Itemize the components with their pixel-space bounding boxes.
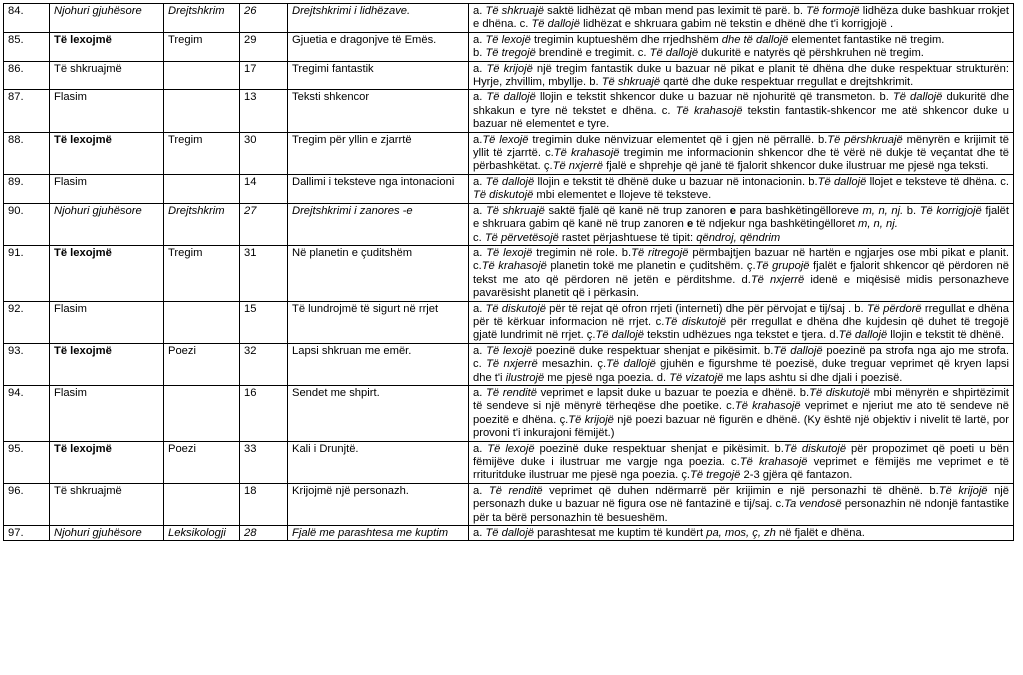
subject-area-cell: Të lexojmë <box>50 245 164 301</box>
table-row <box>4 526 1014 541</box>
goal-text-segment: Të shkruajë <box>601 76 661 89</box>
table-row <box>4 4 1014 33</box>
learning-goals-cell <box>469 32 1014 61</box>
learning-goals-cell <box>469 385 1014 441</box>
lesson-type-cell: Tregim <box>164 132 240 174</box>
goal-text-segment: Të nxjerrë <box>750 273 805 286</box>
goal-text-segment: e <box>686 218 694 231</box>
hour-number-cell: 16 <box>240 385 288 441</box>
subject-area-cell: Njohuri gjuhësore <box>50 4 164 33</box>
goal-text-segment: rregullat e dhëna për të kërkuar informacion në rrjet. c. <box>473 302 1009 328</box>
goal-text-segment: fjalët e shkruara gabim që kanë në trup zanoren <box>473 204 1009 231</box>
goal-text-segment: a. <box>473 33 486 46</box>
learning-goals-cell <box>469 174 1014 203</box>
goal-text-segment: a. <box>473 91 487 104</box>
goal-text-segment: dhe të dallojë <box>721 33 789 46</box>
goal-text-segment: tregimin kuptueshëm dhe rrjedhshëm <box>530 33 722 46</box>
learning-goals-cell <box>469 441 1014 483</box>
goal-text-segment: Të dallojë <box>531 18 580 31</box>
goal-text-segment: tekstin fantastik-shkencor me atë shkencor duke u bazuar në elementet e tyre. <box>473 104 1009 131</box>
table-row <box>4 174 1014 203</box>
goal-text-segment: Të diskutojë <box>664 315 727 328</box>
goal-text-segment: një poezi bazuar në figurën e dhënë. (Ky është një objektiv i nivelit të lartë, por provoni t'i inkurajoni fëmijët.) <box>473 413 1009 440</box>
goal-text-segment: Të renditë <box>488 484 543 497</box>
lesson-number-cell: 85. <box>4 32 50 61</box>
goal-text-segment: planetin tokë me planetin e çuditshëm. ç. <box>546 260 756 273</box>
goal-text-segment: pa, mos, ç, zh <box>706 527 776 540</box>
hour-number-cell: 28 <box>240 526 288 541</box>
table-row <box>4 245 1014 301</box>
lesson-type-cell <box>164 301 240 343</box>
goal-text-segment: poezinë duke respektuar shenjat e pikësimit. b. <box>532 344 774 357</box>
lesson-topic-cell: Tregim për yllin e zjarrtë <box>288 132 469 174</box>
learning-goals-cell <box>469 132 1014 174</box>
goal-text-segment: për propozimet që poeti u bën fëmijëve duke i ilustruar me vargje nga poezia. c. <box>473 442 1009 468</box>
goal-text-segment: dukuritë dhe shkakun e tyre në tekstet e dhëna. c. <box>473 91 1010 117</box>
hour-number-cell: 30 <box>240 132 288 174</box>
goal-text-segment: Të dallojë <box>485 175 535 188</box>
goal-text-segment: Të dallojë <box>486 91 536 104</box>
goal-text-segment: brendinë e tregimit. c. <box>535 47 650 60</box>
goal-text-segment: Të përshkruajë <box>827 133 903 146</box>
goal-text-segment: Ta vendosë <box>784 498 842 511</box>
hour-number-cell: 29 <box>240 32 288 61</box>
hour-number-cell: 31 <box>240 245 288 301</box>
subject-area-cell: Të lexojmë <box>50 441 164 483</box>
lesson-type-cell: Drejtshkrim <box>164 4 240 33</box>
goal-text-segment: fjalë e shprehje që janë të fjalorit shkencor duke ilustruar me pjesë nga teksti. <box>602 160 989 173</box>
goal-text-segment: a. <box>473 344 487 357</box>
goal-text-segment: a. <box>473 175 486 188</box>
goal-text-segment: a. <box>473 62 487 75</box>
goal-text-segment: përmbajtjen bazuar në hartën e ngjarjes ose mbi pikat e planit. c. <box>473 246 1009 273</box>
lesson-number-cell: 89. <box>4 174 50 203</box>
subject-area-cell: Flasim <box>50 90 164 132</box>
goal-text-segment: Të tregojë <box>690 469 741 482</box>
goal-text-segment: Të lexojë <box>487 442 535 455</box>
goal-text-segment: fjalët e fjalorit shkencor që përdoren në tekst me ato që përdoren në jetën e përditshme. d. <box>473 260 1009 286</box>
goal-text-segment: Të diskutojë <box>473 189 534 202</box>
goal-text-segment: tregimin me informacionin shkencor dhe të vërë në dukje të veçantat dhe të përbashkëtat. ç. <box>473 147 1009 173</box>
lesson-topic-cell: Drejtshkrimi i lidhëzave. <box>288 4 469 33</box>
goal-text-segment: a. <box>473 484 489 497</box>
goal-text-segment: një tregim fantastik duke u bazuar në pikat e planit të dhëna dhe duke respektuar strukturën: Hyrje, zhvillim, mbyllje. b. <box>473 62 1009 89</box>
lesson-topic-cell: Gjuetia e dragonjve të Emës. <box>288 32 469 61</box>
goal-text-segment: Të përvetësojë <box>484 231 559 244</box>
learning-goals-cell <box>469 4 1014 33</box>
table-row <box>4 32 1014 61</box>
goal-text-segment: a. <box>473 5 486 17</box>
table-row <box>4 385 1014 441</box>
goal-text-segment: a. <box>473 246 487 259</box>
hour-number-cell: 18 <box>240 483 288 525</box>
goal-text-segment: gjuhën e figurshme të poezisë, duke treguar veprimet që kryen lapsi dhe t'i <box>473 358 1009 384</box>
goal-text-segment: Të lexojë <box>485 33 531 46</box>
lesson-number-cell: 93. <box>4 343 50 385</box>
goal-text-segment: me pjesë nga poezia. d. <box>544 371 670 384</box>
goal-text-segment: veprimet e njeriut me ato të sendeve në poezitë e dhëna. ç. <box>473 400 1009 426</box>
goal-text-segment: lidhëza duke bashkuar rrokjet e dhëna. c. <box>473 5 1009 31</box>
goal-text-segment: qëndroj, qëndrim <box>696 231 781 244</box>
table-row <box>4 483 1014 525</box>
goal-text-segment: a. <box>473 442 488 455</box>
subject-area-cell: Të lexojmë <box>50 132 164 174</box>
goal-text-segment: a. <box>473 527 486 540</box>
goal-text-segment: në fjalët e dhëna. <box>775 527 865 540</box>
table-row <box>4 301 1014 343</box>
lesson-topic-cell: Fjalë me parashtesa me kuptim <box>288 526 469 541</box>
goal-text-segment: Të korrigjojë <box>919 204 982 217</box>
goal-text-segment: elementet fantastike në tregim. <box>788 33 945 46</box>
lesson-type-cell: Tregim <box>164 245 240 301</box>
goal-text-segment: një personazh duke u bazuar në figura ose në fantazinë e tij/saj. c. <box>473 484 1009 511</box>
subject-area-cell: Të lexojmë <box>50 343 164 385</box>
table-row <box>4 441 1014 483</box>
hour-number-cell: 27 <box>240 203 288 245</box>
lesson-topic-cell: Drejtshkrimi i zanores -e <box>288 203 469 245</box>
goal-text-segment: Të dallojë <box>606 358 656 371</box>
lesson-number-cell: 87. <box>4 90 50 132</box>
lesson-type-cell <box>164 483 240 525</box>
hour-number-cell: 26 <box>240 4 288 33</box>
table-row <box>4 203 1014 245</box>
goal-text-segment: Të nxjerrë <box>552 160 603 173</box>
hour-number-cell: 32 <box>240 343 288 385</box>
goal-text-segment: dukuritë e natyrës që përshkruhen në tregim. <box>698 47 924 60</box>
lesson-number-cell: 84. <box>4 4 50 33</box>
goal-text-segment: Të dallojë <box>892 91 943 104</box>
goal-text-segment: Të ritregojë <box>631 246 689 259</box>
goal-text-segment: mbi mënyrën e shpirtëzimit të sendeve si një mënyrë tërheqëse dhe poetike. c. <box>473 386 1009 413</box>
goal-text-segment: Të tregojë <box>485 47 536 60</box>
goal-text-segment: Të dallojë <box>649 47 699 60</box>
hour-number-cell: 15 <box>240 301 288 343</box>
hour-number-cell: 33 <box>240 441 288 483</box>
lesson-number-cell: 92. <box>4 301 50 343</box>
lesson-topic-cell: Lapsi shkruan me emër. <box>288 343 469 385</box>
table-row <box>4 132 1014 174</box>
subject-area-cell: Njohuri gjuhësore <box>50 526 164 541</box>
subject-area-cell: Të lexojmë <box>50 32 164 61</box>
subject-area-cell: Të shkruajmë <box>50 483 164 525</box>
goal-text-segment: Të krahasojë <box>734 400 801 413</box>
goal-text-segment: tregimin në role. b. <box>532 246 632 259</box>
subject-area-cell: Njohuri gjuhësore <box>50 203 164 245</box>
goal-text-segment: lidhëzat e shkruara gabim në tekstin e dhënë dhe t'i korrigjojë . <box>579 18 894 31</box>
table-row <box>4 90 1014 132</box>
table-row <box>4 343 1014 385</box>
lesson-topic-cell: Sendet me shpirt. <box>288 385 469 441</box>
lesson-type-cell: Leksikologji <box>164 526 240 541</box>
lesson-topic-cell: Tregimi fantastik <box>288 61 469 90</box>
goal-text-segment: Të diskutojë <box>809 386 871 399</box>
goal-text-segment: të ndjekur nga bashkëtingëlloret <box>693 218 859 231</box>
learning-goals-cell <box>469 203 1014 245</box>
goal-text-segment: Të diskutojë <box>783 442 847 455</box>
learning-goals-cell <box>469 90 1014 132</box>
goal-text-segment: me laps ashtu si dhe djali i poezisë. <box>723 371 903 384</box>
goal-text-segment: Të krahasojë <box>675 104 743 117</box>
goal-text-segment: llojin e tekstit të dhënë duke u bazuar në intonacionin. b. <box>534 175 818 188</box>
learning-goals-cell <box>469 61 1014 90</box>
hour-number-cell: 17 <box>240 61 288 90</box>
goal-text-segment: e <box>729 204 736 217</box>
goal-text-segment: Të dallojë <box>817 175 867 188</box>
goal-text-segment: personazhin në ndonjë fantastike për ta bërë personazhin të besueshëm. <box>473 498 1009 524</box>
goal-text-segment: saktë lidhëzat që mban mend pas leximit të parë. b. <box>543 5 807 17</box>
goal-text-segment: Të lexojë <box>482 133 529 146</box>
lesson-number-cell: 88. <box>4 132 50 174</box>
goal-text-segment: Të vizatojë <box>669 371 724 384</box>
lesson-type-cell <box>164 174 240 203</box>
lesson-type-cell: Tregim <box>164 32 240 61</box>
goal-text-segment: c. <box>473 231 485 244</box>
learning-goals-cell <box>469 343 1014 385</box>
lesson-topic-cell: Krijojmë një personazh. <box>288 483 469 525</box>
goal-text-segment: tregimin duke nënvizuar elementet që i gjen në përrallë. b. <box>528 133 828 146</box>
lesson-type-cell <box>164 385 240 441</box>
goal-text-segment: saktë fjalë që kanë në trup zanoren <box>544 204 730 217</box>
lesson-number-cell: 96. <box>4 483 50 525</box>
goal-text-segment: tekstin udhëzues nga tekstet e tjera. d. <box>644 329 839 342</box>
subject-area-cell: Flasim <box>50 301 164 343</box>
goal-text-segment: Të diskutojë <box>485 302 546 315</box>
goal-text-segment: Të krahasojë <box>553 147 620 160</box>
goal-text-segment: llojin e tekstit të dhënë. <box>887 329 1005 342</box>
goal-text-segment: a. <box>473 302 486 315</box>
curriculum-table <box>3 3 1014 541</box>
lesson-topic-cell: Dallimi i teksteve nga intonacioni <box>288 174 469 203</box>
goal-text-segment: para bashkëtingëlloreve <box>735 204 863 217</box>
goal-text-segment: b. <box>473 47 486 60</box>
subject-area-cell: Flasim <box>50 385 164 441</box>
lesson-number-cell: 86. <box>4 61 50 90</box>
goal-text-segment: Të lexojë <box>486 246 533 259</box>
goal-text-segment: mesazhin. ç. <box>537 358 607 371</box>
goal-text-segment: a. <box>473 204 486 217</box>
goal-text-segment: m, n, nj. <box>862 204 904 217</box>
goal-text-segment: veprimet e lapsit duke u bazuar te poezia e dhënë. b. <box>536 386 810 399</box>
goal-text-segment: Të krijojë <box>938 484 988 497</box>
lesson-topic-cell: Të lundrojmë të sigurt në rrjet <box>288 301 469 343</box>
goal-text-segment: idenë e miqësisë midis personazheve pavarësisht planetit që i përkasin. <box>473 273 1009 300</box>
table-body <box>4 4 1014 541</box>
hour-number-cell: 13 <box>240 90 288 132</box>
learning-goals-cell <box>469 245 1014 301</box>
goal-text-segment: Të krahasojë <box>481 260 547 273</box>
goal-text-segment: b. <box>903 204 920 217</box>
goal-text-segment: Të krahasojë <box>739 456 808 468</box>
goal-text-segment: a. <box>473 386 486 399</box>
goal-text-segment: veprimet e fëmijës me veprimet e të rrituritduke ilustruar me pjesë nga poezia. ç. <box>473 456 1009 482</box>
lesson-topic-cell: Në planetin e çuditshëm <box>288 245 469 301</box>
lesson-topic-cell: Kali i Drunjtë. <box>288 441 469 483</box>
goal-text-segment: llojet e teksteve të dhëna. c. <box>866 175 1009 188</box>
lesson-number-cell: 95. <box>4 441 50 483</box>
lesson-number-cell: 91. <box>4 245 50 301</box>
goal-text-segment: Të nxjerrë <box>486 358 538 371</box>
lesson-topic-cell: Teksti shkencor <box>288 90 469 132</box>
goal-text-segment: Të shkruajë <box>485 5 544 17</box>
lesson-type-cell: Poezi <box>164 441 240 483</box>
goal-text-segment: mbi elementet e llojeve të teksteve. <box>533 189 712 202</box>
goal-text-segment: m, n, nj. <box>858 218 898 231</box>
goal-text-segment: Të krijojë <box>486 62 533 75</box>
goal-text-segment: veprimet që duhen ndërmarrë për krijimin e një personazhi të dhënë. b. <box>542 484 939 497</box>
goal-text-segment: Të lexojë <box>486 344 533 357</box>
subject-area-cell: Flasim <box>50 174 164 203</box>
goal-text-segment: a. <box>473 133 483 146</box>
learning-goals-cell <box>469 483 1014 525</box>
goal-text-segment: poezinë pa strofa nga ajo me strofa. c. <box>473 344 1009 371</box>
hour-number-cell: 14 <box>240 174 288 203</box>
lesson-number-cell: 97. <box>4 526 50 541</box>
goal-text-segment: Të dallojë <box>485 527 534 540</box>
goal-text-segment: mënyrën e krijimit të yllit të zjarrtë. c. <box>473 133 1009 160</box>
lesson-type-cell: Poezi <box>164 343 240 385</box>
learning-goals-cell <box>469 526 1014 541</box>
lesson-number-cell: 94. <box>4 385 50 441</box>
lesson-type-cell <box>164 90 240 132</box>
goal-text-segment: llojin e tekstit shkencor duke u bazuar në njohuritë që transmeton. b. <box>535 91 893 104</box>
learning-goals-cell <box>469 301 1014 343</box>
goal-text-segment: Të grupojë <box>755 260 810 273</box>
goal-text-segment: Të renditë <box>486 386 537 399</box>
subject-area-cell: Të shkruajmë <box>50 61 164 90</box>
goal-text-segment: 2-3 gjëra që fantazon. <box>740 469 853 482</box>
goal-text-segment: Të dallojë <box>838 329 888 342</box>
goal-text-segment: për të rejat që ofron rrjeti (interneti) dhe për përvojat e tij/saj . b. <box>545 302 867 315</box>
lesson-type-cell: Drejtshkrim <box>164 203 240 245</box>
goal-text-segment: ilustrojë <box>505 371 545 384</box>
goal-text-segment: poezinë duke respektuar shenjat e pikësimit. b. <box>534 442 784 455</box>
goal-text-segment: Të dallojë <box>595 329 645 342</box>
table-row <box>4 61 1014 90</box>
goal-text-segment: Të krijojë <box>568 413 614 426</box>
goal-text-segment: për rregullat e dhëna dhe kujdesin që duhet të tregojë gjatë lundrimit në rrjet. ç. <box>473 315 1009 342</box>
goal-text-segment: rastet përjashtuese të tipit: <box>558 231 697 244</box>
lesson-number-cell: 90. <box>4 203 50 245</box>
goal-text-segment: Të dallojë <box>773 344 823 357</box>
goal-text-segment: qartë dhe duke respektuar rregullat e drejtshkrimit. <box>660 76 914 89</box>
goal-text-segment: Të shkruajë <box>485 204 545 217</box>
goal-text-segment: parashtesat me kuptim të kundërt <box>533 527 707 540</box>
lesson-type-cell <box>164 61 240 90</box>
goal-text-segment: Të formojë <box>806 5 860 17</box>
goal-text-segment: Të përdorë <box>866 302 922 315</box>
